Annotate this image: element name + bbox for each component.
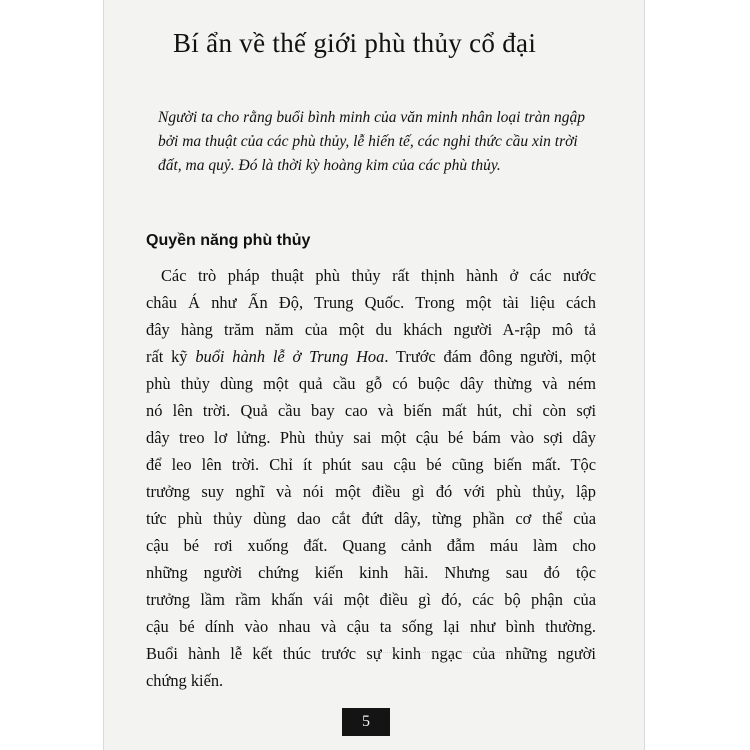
body-line: dây treo lơ lửng. Phù thủy sai một cậu bé bám vào sợi dây: [146, 428, 596, 447]
section-heading: Quyền năng phù thủy: [146, 232, 311, 249]
body-line: cậu bé dính vào nhau và cậu ta sống lại như bình thường.: [146, 617, 596, 636]
italic-phrase: buổi hành lễ ở Trung Hoa: [195, 347, 385, 366]
body-line: nó lên trời. Quả cầu bay cao và biến mất hút, chỉ còn sợi: [146, 401, 596, 420]
body-line: trưởng suy nghĩ và nói một điều gì đó với phù thủy, lập: [146, 482, 596, 501]
body-line: tức phù thủy dùng dao cắt đứt dây, từng phần cơ thể của: [146, 509, 596, 528]
body-line: Các trò pháp thuật phù thủy rất thịnh hành ở các nước: [161, 266, 596, 285]
page-number: 5: [342, 708, 390, 736]
body-line: để leo lên trời. Chỉ ít phút sau cậu bé cũng biến mất. Tộc: [146, 455, 596, 474]
body-text-segment: . Trước đám đông người, một: [384, 347, 597, 366]
page-title: Bí ẩn về thế giới phù thủy cổ đại: [173, 28, 537, 58]
body-paragraph: [146, 262, 596, 694]
body-line: những người chứng kiến kinh hãi. Nhưng sau đó tộc: [146, 563, 596, 582]
body-line: châu Á như Ấn Độ, Trung Quốc. Trong một tài liệu cách: [146, 293, 596, 312]
body-line: đây hàng trăm năm của một du khách người A-rập mô tả: [146, 320, 596, 339]
body-line: cậu bé rơi xuống đất. Quang cảnh đẫm máu làm cho: [146, 536, 596, 555]
body-text-segment: rất kỹ: [146, 347, 188, 366]
body-line: phù thủy dùng một quả cầu gỗ có buộc dây thừng và ném: [146, 374, 596, 393]
intro-paragraph: Người ta cho rằng buổi bình minh của văn minh nhân loại tràn ngập bởi ma thuật của các phù thủy, lễ hiến tế, các nghi thức cầu xin trời đất, ma quỷ. Đó là thời kỳ hoàng kim của các phù thủy.: [158, 109, 586, 174]
body-line: trưởng lầm rầm khấn vái một điều gì đó, các bộ phận của: [146, 590, 596, 609]
body-line: chứng kiến.: [146, 671, 224, 690]
body-line: Buổi hành lễ kết thúc trước sự kinh ngạc của những người: [146, 644, 596, 663]
bleed-through-mark: [378, 652, 548, 663]
body-line: [146, 343, 596, 370]
